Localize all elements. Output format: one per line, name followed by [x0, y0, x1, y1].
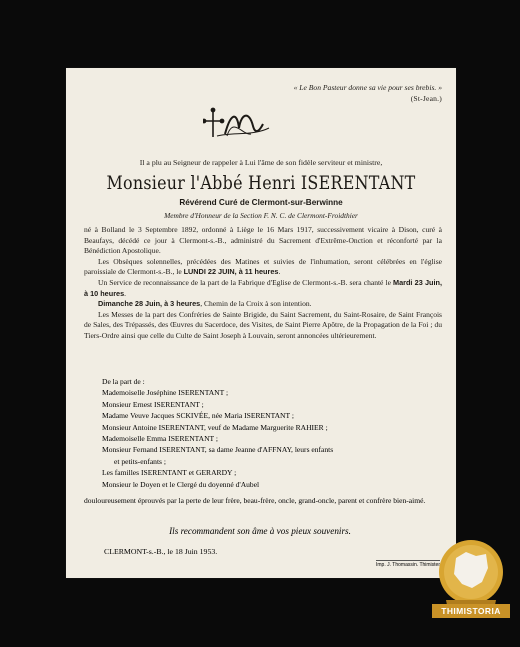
- obseques-paragraph: [84, 257, 442, 278]
- prayer-line: Ils recommandent son âme à vos pieux souvenirs.: [169, 526, 351, 536]
- epigraph: [252, 82, 442, 104]
- dateline: CLERMONT-s.-B., le 18 Juin 1953.: [104, 547, 218, 556]
- family-line: Monsieur le Doyen et le Clergé du doyenné d'Aubel: [102, 479, 260, 489]
- family-line: Monsieur Fernand ISERENTANT, sa dame Jeanne d'AFFNAY, leurs enfants: [102, 445, 334, 455]
- service-date: Mardi 23 Juin, à 10 heures: [84, 277, 442, 298]
- intro-line: Il a plu au Seigneur de rappeler à Lui l'âme de son fidèle serviteur et ministre,: [139, 158, 383, 167]
- thimistoria-logo-text: THIMISTORIA: [432, 604, 510, 618]
- obseques-end: .: [278, 267, 281, 277]
- deceased-title: Révérend Curé de Clermont-sur-Berwinne: [179, 198, 343, 207]
- grief-line: douloureusement éprouvés par la perte de leur frère, beau-frère, oncle, grand-oncle, parent et confrère bien-aimé.: [84, 496, 426, 505]
- messes-paragraph: Les Messes de la part des Confréries de Sainte Brigide, du Saint Sacrement, du Saint-Rosaire, de Saint François de Sales, des Trépassés, des Œuvres du Sacerdoce, des Visites, de Saint Pierre Apôtre, de la Propagation de la Foi ; du Tiers-Ordre ainsi que celle du Culte de Saint Joseph à Louvain, seront annoncées ultérieurement.: [84, 309, 442, 340]
- epigraph-quote: « Le Bon Pasteur donne sa vie pour ses brebis. »: [293, 83, 442, 92]
- family-line: De la part de :: [102, 377, 145, 386]
- service-end: .: [124, 288, 127, 298]
- deceased-membership: Membre d'Honneur de la Section F. N. C. de Clermont-Froidthier: [164, 211, 358, 220]
- family-line: Monsieur Ernest ISERENTANT ;: [102, 399, 204, 409]
- family-line: Madame Veuve Jacques SCKIVÉE, née Maria ISERENTANT ;: [102, 411, 294, 421]
- deceased-name: Monsieur l'Abbé Henri ISERENTANT: [106, 173, 416, 194]
- service-paragraph: [84, 278, 442, 299]
- dimanche-text: , Chemin de la Croix à son intention.: [200, 299, 312, 309]
- notice-body: [84, 225, 442, 342]
- dimanche-date: Dimanche 28 Juin, à 3 heures: [98, 299, 201, 309]
- family-line: Mademoiselle Emma ISERENTANT ;: [102, 434, 219, 444]
- family-list: [102, 376, 438, 490]
- family-line: Les familles ISERENTANT et GERARDY ;: [102, 468, 237, 478]
- obseques-date: LUNDI 22 JUIN, à 11 heures: [183, 267, 279, 277]
- birth-paragraph: né à Bolland le 3 Septembre 1892, ordonné à Liège le 16 Mars 1917, successivement vicaire à Dison, curé à Beaufays, décédé ce jour à Clermont-s.-B., administré du Sacrement d'Extrême-Onction et réconforté par la Bénédiction Apostolique.: [84, 225, 442, 256]
- family-line: Mademoiselle Joséphine ISERENTANT ;: [102, 388, 229, 398]
- obseques-text: Les Obsèques solennelles, précédées des Matines et suivies de l'inhumation, seront célébrées en l'église paroissiale de Clermont-s.-B., le: [84, 256, 442, 277]
- family-line: Monsieur Antoine ISERENTANT, veuf de Madame Marguerite RAHIER ;: [102, 422, 328, 432]
- thimistoria-logo-icon: [432, 538, 510, 634]
- epigraph-source: (St-Jean.): [410, 94, 442, 103]
- family-line: et petits-enfants ;: [114, 456, 166, 466]
- service-text: Un Service de reconnaissance de la part de la Fabrique d'Eglise de Clermont-s.-B. sera chanté le: [98, 277, 393, 287]
- cross-monogram-icon: [203, 106, 273, 142]
- printer-credit: Imp. J. Thomassin. Thimister: [376, 562, 440, 568]
- dimanche-paragraph: [84, 299, 442, 310]
